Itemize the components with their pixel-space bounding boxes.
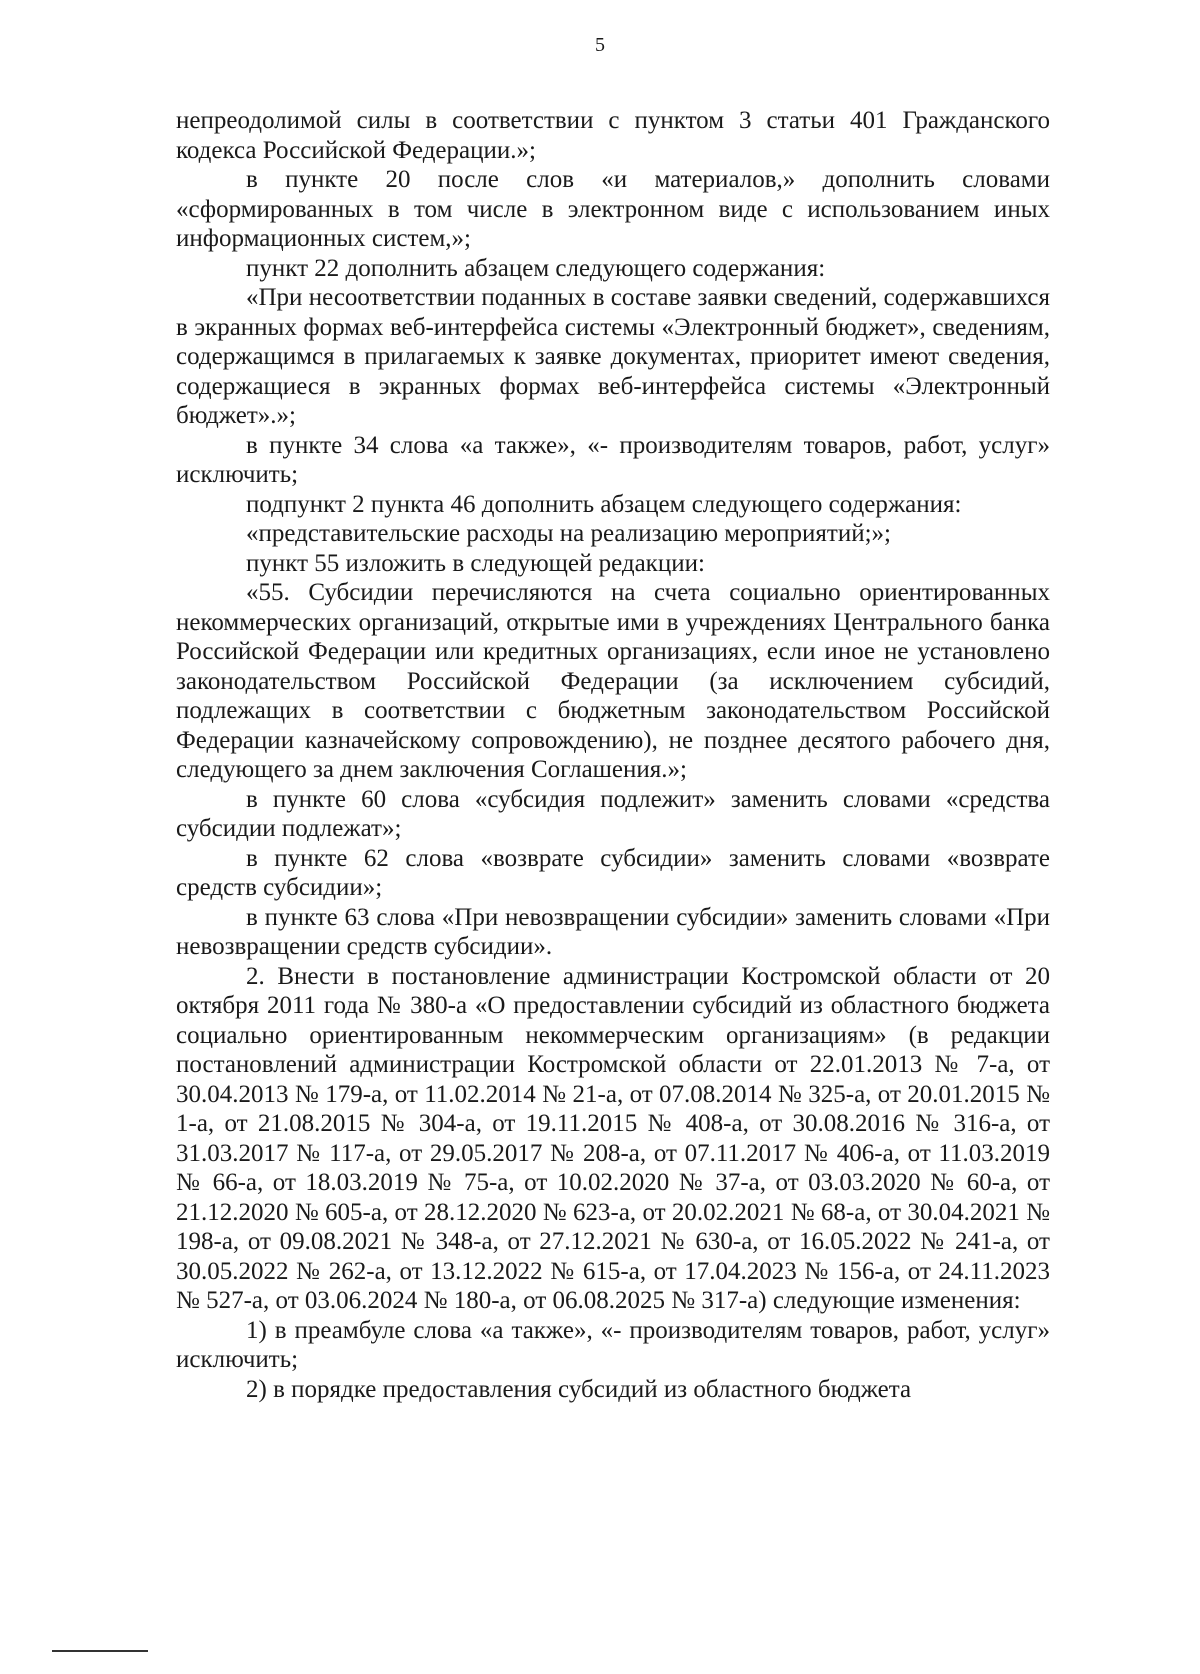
- footer-rule: [52, 1650, 148, 1652]
- paragraph: в пункте 20 после слов «и материалов,» дополнить словами «сформированных в том числе в электронном виде с использованием иных информационных систем,»;: [176, 166, 1050, 252]
- document-body: [176, 106, 1050, 1404]
- paragraph: в пункте 63 слова «При невозвращении субсидии» заменить словами «При невозвращении средств субсидии».: [176, 903, 1050, 960]
- paragraph: «представительские расходы на реализацию мероприятий;»;: [246, 520, 891, 547]
- paragraph: 2. Внести в постановление администрации Костромской области от 20 октября 2011 года № 380-а «О предоставлении субсидий из областного бюджета социально ориентированным некоммерческим организациям» (в редакции постановлений администрации Костромской области от 22.01.2013 № 7-а, от 30.04.2013 № 179-а, от 11.02.2014 № 21-а, от 07.08.2014 № 325-а, от 20.01.2015 № 1-а, от 21.08.2015 № 304-а, от 19.11.2015 № 408-а, от 30.08.2016 № 316-а, от 31.03.2017 № 117-а, от 29.05.2017 № 208-а, от 07.11.2017 № 406-а, от 11.03.2019 № 66-а, от 18.03.2019 № 75-а, от 10.02.2020 № 37-а, от 03.03.2020 № 60-а, от 21.12.2020 № 605-а, от 28.12.2020 № 623-а, от 20.02.2021 № 68-а, от 30.04.2021 № 198-а, от 09.08.2021 № 348-а, от 27.12.2021 № 630-а, от 16.05.2022 № 241-а, от 30.05.2022 № 262-а, от 13.12.2022 № 615-а, от 17.04.2023 № 156-а, от 24.11.2023 № 527-а, от 03.06.2024 № 180-а, от 06.08.2025 № 317-а) следующие изменения:: [176, 962, 1050, 1314]
- paragraph: в пункте 60 слова «субсидия подлежит» заменить словами «средства субсидии подлежат»;: [176, 785, 1050, 842]
- page-number: 5: [595, 34, 605, 56]
- paragraph: подпункт 2 пункта 46 дополнить абзацем следующего содержания:: [246, 490, 962, 518]
- paragraph: в пункте 62 слова «возврате субсидии» заменить словами «возврате средств субсидии»;: [176, 844, 1050, 901]
- paragraph: непреодолимой силы в соответствии с пунктом 3 статьи 401 Гражданского кодекса Российской Федерации.»;: [176, 107, 1050, 164]
- paragraph: 1) в преамбуле слова «а также», «- производителям товаров, работ, услуг» исключить;: [176, 1316, 1050, 1373]
- paragraph: пункт 55 изложить в следующей редакции:: [246, 549, 705, 577]
- paragraph: в пункте 34 слова «а также», «- производителям товаров, работ, услуг» исключить;: [176, 431, 1050, 488]
- paragraph: пункт 22 дополнить абзацем следующего содержания:: [246, 254, 826, 282]
- paragraph: 2) в порядке предоставления субсидий из областного бюджета: [246, 1375, 912, 1403]
- paragraph: «55. Субсидии перечисляются на счета социально ориентированных некоммерческих организаций, открытые ими в учреждениях Центрального банка Российской Федерации или кредитных организациях, если иное не установлено законодательством Российской Федерации (за исключением субсидий, подлежащих в соответствии с бюджетным законодательством Российской Федерации казначейскому сопровождению), не позднее десятого рабочего дня, следующего за днем заключения Соглашения.»;: [176, 579, 1050, 783]
- paragraph: «При несоответствии поданных в составе заявки сведений, содержавшихся в экранных формах веб-интерфейса системы «Электронный бюджет», сведениям, содержащимся в прилагаемых к заявке документах, приоритет имеют сведения, содержащиеся в экранных формах веб-интерфейса системы «Электронный бюджет».»;: [176, 284, 1050, 429]
